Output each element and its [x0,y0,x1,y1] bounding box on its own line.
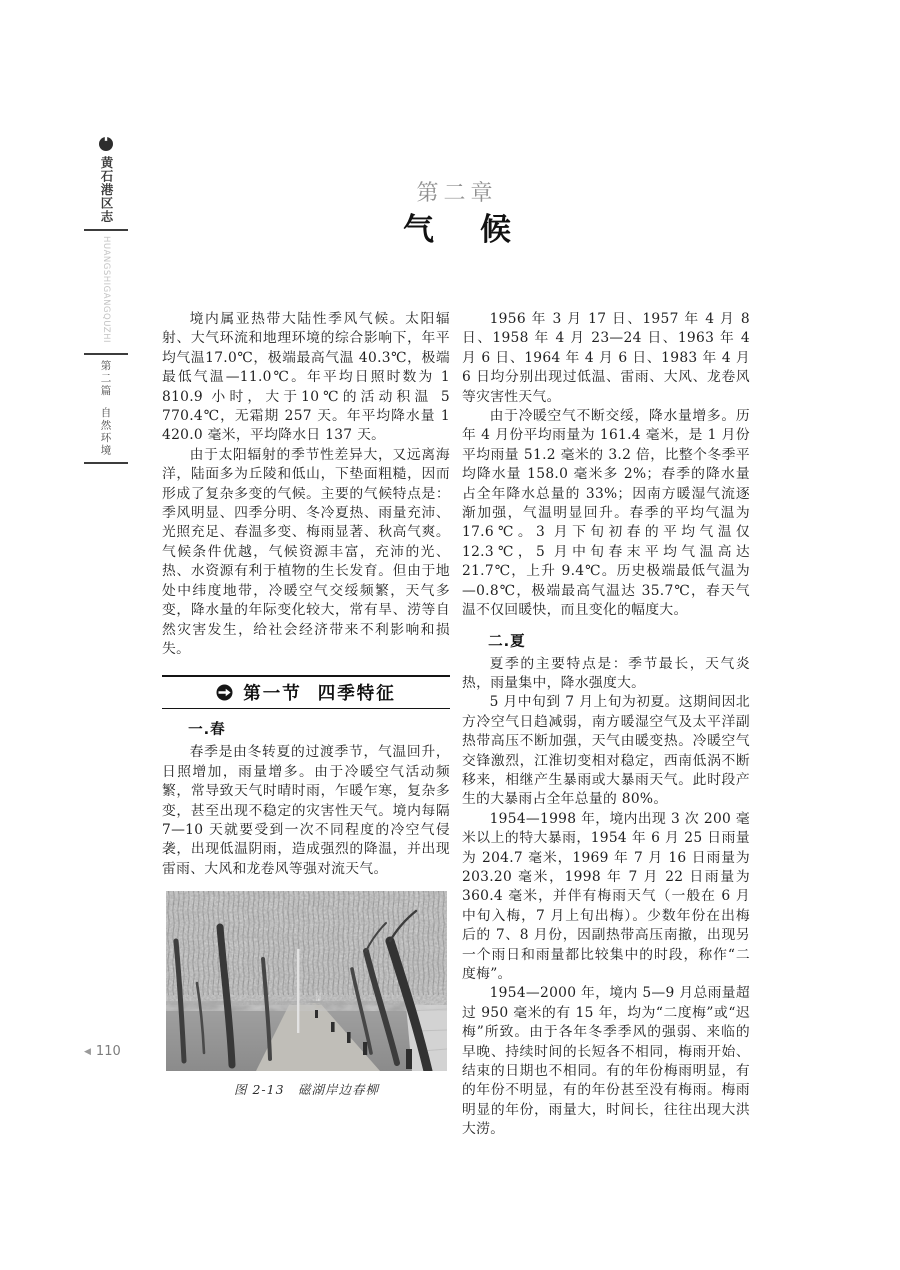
summer-paragraph-1: 夏季的主要特点是：季节最长，天气炎热，雨量集中，降水强度大。 [462,655,750,691]
chapter-label: 第二章 [416,181,498,206]
chapter-title-char-right: 候 [480,212,511,248]
right-column [462,310,750,1140]
figure-2-13 [166,891,447,1098]
section-1-name: 四季特征 [317,684,396,705]
subsection-summer-heading: 二.夏 [488,633,526,650]
page-number: 110 [95,1044,121,1059]
sidebar-divider [84,353,128,355]
sidebar [84,136,128,469]
summer-paragraph-4: 1954—2000 年，境内 5—9 月总雨量超过 950 毫米的有 15 年，均为“二度梅”或“迟梅”所致。由于各年冬季季风的强弱、来临的早晚、持续时间的长短各不相同，梅雨开始、结束的日期也不相同。有的年份梅雨明显，有的年份不明显，有的年份甚至没有梅雨。梅雨明显的年份，雨量大，时间长，往往出现大洪大涝。 [462,985,750,1138]
chapter-title-char-left: 气 [403,212,434,248]
book-title-pinyin: HUANGSHIGANGQUZHI [101,235,111,343]
weather-events-paragraph: 1956 年 3 月 17 日、1957 年 4 月 8 日、1958 年 4 月 23—24 日、1963 年 4 月 6 日、1964 年 4 月 6 日、1983 年 4 月 6 日均分别出现过低温、雷雨、大风、龙卷风等灾害性天气。 [462,311,750,405]
page-footer [84,1044,121,1059]
part-title: 自然环境 [99,407,112,457]
chapter-title [163,213,751,247]
spring-rainfall-paragraph: 由于冷暖空气不断交绥，降水量增多。历年 4 月份平均雨量为 161.4 毫米，是 1 月份平均雨量 51.2 毫米的 3.2 倍，比整个冬季平均降水量 158.0 毫米多 2%；春季的降水量占全年降水总量的 33%；因南方暖湿气流逐渐加强，气温明显回升。春季的平均气温为 17.6℃。3 月下旬初春的平均气温仅 12.3℃，5 月中旬春末平均气温高达 21.7℃，上升 9.4℃。历史极端最低气温为—0.8℃，极端最高气温达 35.7℃，春天气温不仅回暖快，而且变化的幅度大。 [462,408,750,619]
section-1-label: 第一节 [243,684,302,705]
sidebar-divider [84,462,128,464]
section-1-title [243,680,396,705]
section-1-header [162,675,450,709]
chapter-header [163,176,751,247]
left-column [162,310,450,1098]
publisher-logo-power-icon [98,136,114,152]
book-title-vertical: 黄石港区志 [99,156,114,224]
intro-paragraph-2: 由于太阳辐射的季节性差异大，又远离海洋，陆面多为丘陵和低山，下垫面粗糙，因而形成了复杂多变的气候。主要的气候特点是：季风明显、四季分明、冬冷夏热、雨量充沛、光照充足、春温多变、梅雨显著、秋高气爽。气候条件优越，气候资源丰富，充沛的光、热、水资源有利于植物的生长发育。但由于地处中纬度地带，冷暖空气交绥频繁，天气多变，降水量的年际变化较大，常有旱、涝等自然灾害发生，给社会经济带来不利影响和损失。 [162,446,450,657]
figure-caption: 图 2-13 磁湖岸边春柳 [233,1082,380,1098]
section-arrow-icon [216,684,233,701]
intro-paragraph-1: 境内属亚热带大陆性季风气候。太阳辐射、大气环流和地理环境的综合影响下，年平均气温17.0℃，极端最高气温 40.3℃，极端最低气温—11.0℃。年平均日照时数为 1 810.9 小时，大于10℃的活动积温 5 770.4℃，无霜期 257 天。年平均降水量 1 420.0 毫米，平均降水日 137 天。 [162,311,450,444]
summer-paragraph-3: 1954—1998 年，境内出现 3 次 200 毫米以上的特大暴雨，1954 年 6 月 25 日雨量为 204.7 毫米，1969 年 7 月 16 日雨量为 203.20 毫米，1998 年 7 月 22 日雨量为 360.4 毫米，并伴有梅雨天气（一般在 6 月中旬入梅，7 月上旬出梅）。少数年份在出梅后的 7、8 月份，因副热带高压南撤，出现另一个雨日和雨量都比较集中的时段，称作“二度梅”。 [462,810,750,982]
summer-paragraph-2: 5 月中旬到 7 月上旬为初夏。这期间因北方冷空气日趋减弱，南方暖湿空气及太平洋副热带高压不断加强，天气由暖变热。冷暖空气交锋激烈，江淮切变相对稳定，西南低涡不断移来，相继产生暴雨或大暴雨天气。此时段产生的大暴雨占全年总量的 80%。 [462,694,750,808]
figure-photo-lakeside-willows [166,891,447,1071]
sidebar-divider [84,229,128,231]
subsection-spring-heading: 一.春 [188,722,226,739]
part-label: 第二篇 [99,359,112,397]
page-marker-triangle-icon: ◀ [84,1046,91,1057]
spring-paragraph: 春季是由冬转夏的过渡季节，气温回升，日照增加，雨量增多。由于冷暖空气活动频繁，常导致天气时晴时雨，乍暖乍寒，复杂多变，甚至出现不稳定的灾害性天气。境内每隔 7—10 天就要受到一次不同程度的冷空气侵袭，出现低温阴雨，造成强烈的降温，并出现雷雨、大风和龙卷风等强对流天气。 [162,744,450,877]
